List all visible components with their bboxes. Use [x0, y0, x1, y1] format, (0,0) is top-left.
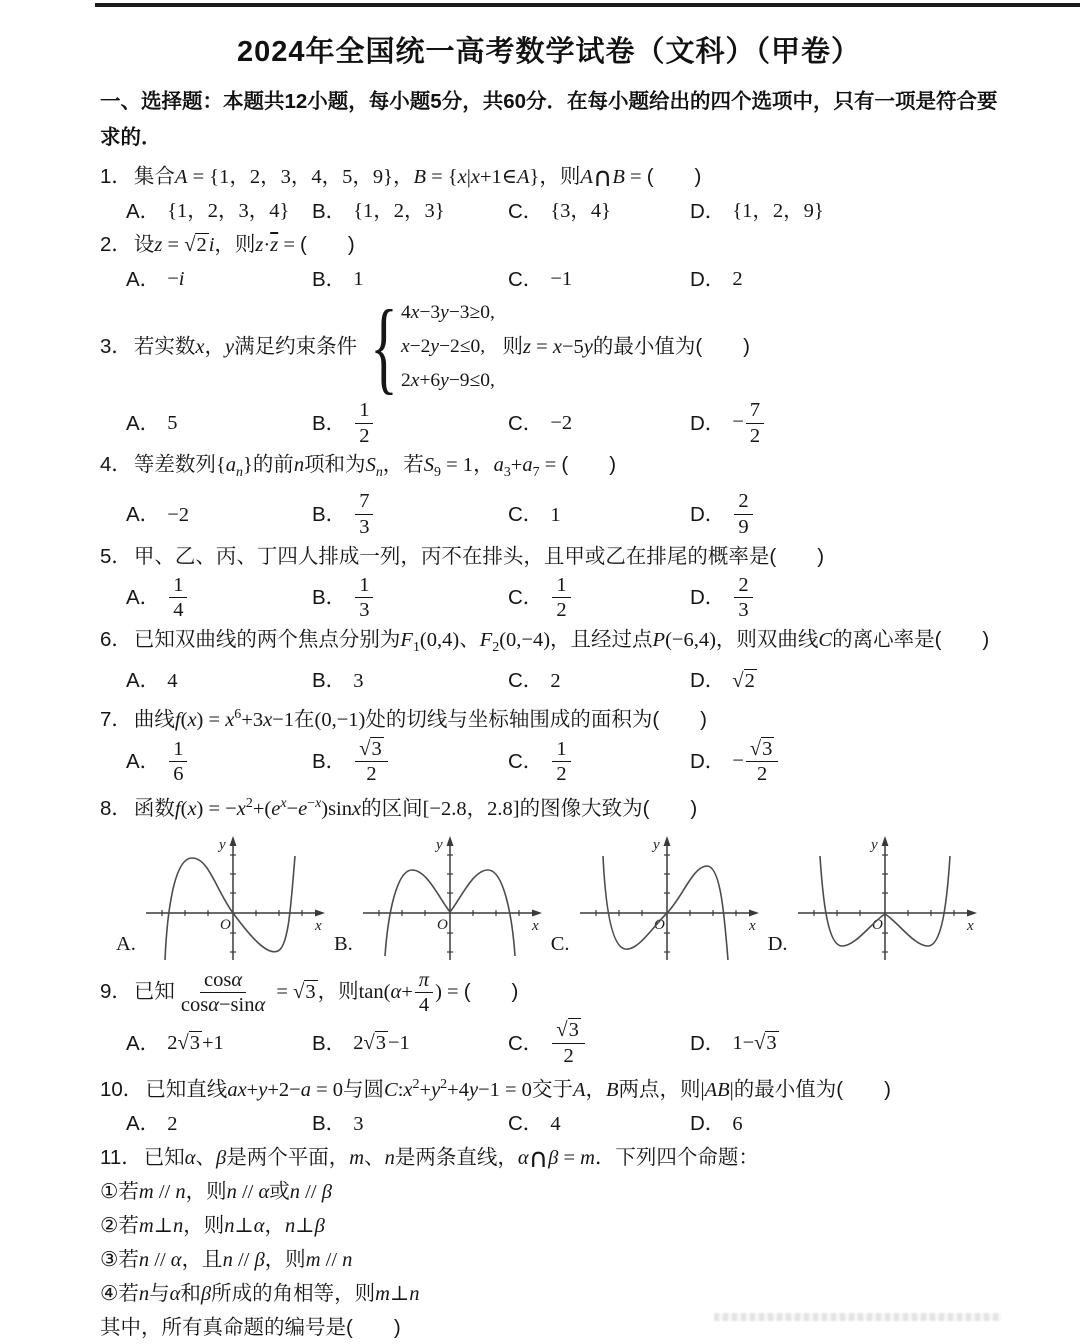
option-d [690, 489, 998, 539]
question-number: 10． [100, 1077, 144, 1101]
option-b [312, 737, 508, 787]
question-5 [100, 540, 998, 623]
option-a [126, 664, 312, 698]
question-stem [100, 623, 998, 664]
option-label: A． [126, 199, 161, 223]
option-label: C． [508, 411, 544, 435]
option-label: C． [508, 267, 544, 291]
question-number: 6． [100, 627, 132, 651]
question-10 [100, 1068, 998, 1141]
question-number: 7． [100, 707, 132, 731]
option-value: 2 [550, 669, 561, 692]
question-number: 11． [100, 1145, 142, 1169]
question-number: 4． [100, 453, 132, 477]
option-value: 2√3+1 [167, 1032, 224, 1055]
question-stem [100, 787, 998, 826]
option-label: B． [312, 503, 347, 527]
question-stem [100, 698, 998, 737]
option-value: 1−√3 [732, 1032, 777, 1055]
option-value: 4 [167, 669, 178, 692]
option-a [126, 573, 312, 623]
option-value: −1 [550, 268, 573, 290]
option-label: A． [126, 1031, 161, 1055]
question-number: 8． [100, 796, 132, 820]
exam-title: 2024年全国统一高考数学试卷（文科）（甲卷） [236, 36, 861, 68]
graph-label: A. [116, 932, 136, 955]
options-row [100, 664, 998, 698]
statement-1: ①若m // n，则n // α或n // β [100, 1179, 332, 1203]
option-value: $\frac{1}{6}$ [167, 737, 189, 787]
option-c [508, 406, 690, 440]
option-label: A． [126, 411, 161, 435]
option-value: 1 [550, 503, 561, 526]
option-c [508, 737, 690, 787]
x-axis-label: x [531, 917, 539, 934]
option-value: $\frac{1}{3}$ [353, 573, 375, 623]
option-c [508, 664, 690, 698]
option-b [312, 262, 508, 296]
option-label: D． [690, 267, 726, 291]
y-axis-label: y [435, 836, 443, 853]
y-axis-arrow [446, 836, 453, 846]
option-c [508, 1107, 690, 1141]
option-value: $\frac{√3}{2}$ [550, 1018, 587, 1068]
option-b [312, 573, 508, 623]
question-closing: 其中，所有真命题的编号是( ) [100, 1315, 401, 1339]
origin-label: O [871, 916, 883, 933]
question-stem [100, 1068, 998, 1107]
question-4 [100, 448, 998, 539]
option-label: A． [126, 267, 161, 291]
question-stem [100, 160, 998, 194]
question-8 [100, 787, 998, 966]
option-label: B． [312, 411, 347, 435]
option-label: C． [508, 750, 544, 774]
question-2 [100, 228, 998, 296]
question-stem [100, 448, 998, 489]
question-stem [100, 540, 998, 573]
question-stem [100, 228, 998, 262]
option-a [126, 406, 312, 440]
option-value: $\frac{7}{3}$ [353, 489, 375, 539]
option-value: √2 [732, 669, 755, 692]
exam-page [0, 3, 1080, 1339]
y-axis-label: y [652, 836, 660, 853]
question-number: 2． [100, 233, 132, 256]
axis-ticks [379, 855, 519, 952]
question-9 [100, 968, 998, 1068]
question-text: 等差数列$\{a_n\}$的前n项和为$S_n$，若$S_9 = 1$，$a_3+a_7$ = ( ) [133, 453, 617, 481]
option-label: C． [508, 586, 544, 610]
option-label: B． [312, 1031, 347, 1055]
option-a [126, 498, 312, 532]
question-number: 3． [100, 334, 132, 358]
option-label: A． [126, 586, 161, 610]
question-stem [100, 1141, 998, 1175]
option-value: 2 [167, 1112, 178, 1135]
option-label: B． [312, 669, 347, 693]
option-value: {1，2，3，4} [167, 200, 290, 222]
option-value: 1 [353, 268, 364, 290]
question-text: 甲、乙、丙、丁四人排成一列，丙不在排头，且甲或乙在排尾的概率是( ) [133, 544, 825, 568]
option-label: D． [690, 586, 726, 610]
graph-plot-c [572, 830, 762, 966]
y-axis-arrow [881, 836, 888, 846]
option-label: A． [126, 750, 161, 774]
question-text: 集合A = {1，2，3，4，5，9}，B = {x|x+1∈A}，则A∩B = ( ) [133, 162, 702, 194]
curve-path [603, 856, 728, 960]
option-a [126, 737, 312, 787]
footer-watermark [714, 1313, 1002, 1321]
y-axis-arrow [663, 836, 670, 846]
option-label: D． [690, 1112, 726, 1136]
option-b [312, 194, 508, 228]
option-c [508, 1018, 690, 1068]
option-d [690, 194, 998, 228]
options-row [100, 737, 998, 787]
option-label: D． [690, 411, 726, 435]
option-a [126, 1026, 312, 1060]
option-label: D． [690, 199, 726, 223]
graph-plot-b [355, 830, 545, 966]
option-b [312, 398, 508, 448]
option-value: 4 [550, 1112, 561, 1135]
option-value: $\frac{1}{2}$ [353, 398, 375, 448]
options-row [100, 1018, 998, 1068]
question-stem [100, 288, 998, 404]
question-text: 函数$f(x) = -x^2+(e^x-e^{-x})\sin x$的区间[−2.8，2.8]的图像大致为( ) [133, 795, 698, 820]
option-label: C． [508, 669, 544, 693]
options-row [100, 398, 998, 448]
options-row [100, 489, 998, 539]
option-label: C． [508, 503, 544, 527]
option-d [690, 573, 998, 623]
option-label: A． [126, 1112, 161, 1136]
x-axis-label: x [966, 917, 974, 934]
axis-ticks [596, 855, 736, 952]
option-value: −2 [550, 412, 573, 435]
x-axis-arrow [967, 909, 977, 916]
graph-option-b [334, 830, 545, 966]
option-b [312, 664, 508, 698]
option-c [508, 262, 690, 296]
question-6 [100, 623, 998, 698]
option-label: B． [312, 586, 347, 610]
option-label: B． [312, 199, 347, 223]
option-label: A． [126, 503, 161, 527]
option-a [126, 262, 312, 296]
question-text: 已知α、β是两个平面，m、n是两条直线，α∩β = m．下列四个命题： [143, 1143, 759, 1175]
graph-label: C. [550, 932, 570, 955]
options-row [100, 194, 998, 228]
option-value: −i [167, 268, 185, 290]
origin-label: O [653, 916, 665, 933]
origin-label: O [436, 916, 448, 933]
question-number: 1． [100, 165, 132, 188]
option-b [312, 489, 508, 539]
option-value: {1，2，3} [353, 200, 445, 222]
x-axis-label: x [314, 917, 322, 934]
origin-label: O [219, 916, 231, 933]
option-value: $\frac{√3}{2}$ [353, 737, 390, 787]
statement-2: ②若m⊥n，则n⊥α，n⊥β [100, 1213, 325, 1237]
option-value: − $\frac{7}{2}$ [732, 398, 766, 448]
option-a [126, 194, 312, 228]
option-value: $\frac{2}{9}$ [732, 489, 754, 539]
statement-4: ④若n与α和β所成的角相等，则m⊥n [100, 1281, 420, 1305]
option-c [508, 498, 690, 532]
graph-option-a [116, 830, 328, 966]
option-value: −2 [167, 503, 189, 526]
y-axis-label: y [870, 836, 878, 853]
question-3 [100, 288, 998, 448]
option-d [690, 1026, 998, 1060]
question-text: 已知 $\frac{\cos\alpha}{\cos\alpha-\sin\alpha}$ = √3，则tan(α+ $\frac{\pi}{4}$ ) = ( ) [133, 968, 519, 1017]
option-value: 3 [353, 669, 364, 692]
option-d [690, 1107, 998, 1141]
graph-plot-a [138, 830, 328, 966]
option-value: $\frac{1}{4}$ [167, 573, 189, 623]
option-value: 2 [732, 268, 743, 290]
option-label: D． [690, 503, 726, 527]
question-text: 曲线$f(x) = x^6+3x-1$在(0,−1)处的切线与坐标轴围成的面积为( ) [133, 706, 707, 731]
axis-ticks [162, 855, 302, 952]
x-axis-arrow [749, 909, 759, 916]
option-label: C． [508, 1112, 544, 1136]
question-text: 设z = √2i，则$z\cdot\overline{z}$ = ( ) [133, 233, 355, 256]
option-value: 3 [353, 1112, 364, 1135]
option-value: {3，4} [550, 200, 611, 222]
option-label: C． [508, 1031, 544, 1055]
statement-3: ③若n // α，且n // β，则m // n [100, 1247, 353, 1271]
x-axis-arrow [532, 909, 542, 916]
option-d [690, 262, 998, 296]
option-d [690, 737, 998, 787]
option-value: 6 [732, 1112, 743, 1135]
graph-option-c [551, 830, 762, 966]
option-label: C． [508, 199, 544, 223]
graph-label: B. [333, 932, 353, 955]
option-value: $\frac{1}{2}$ [550, 573, 572, 623]
option-d [690, 398, 998, 448]
option-b [312, 1107, 508, 1141]
axis-ticks [814, 855, 954, 952]
option-label: B． [312, 267, 347, 291]
section-instructions: 一、选择题：本题共12小题，每小题5分，共60分．在每小题给出的四个选项中，只有一项是符合要求的． [100, 90, 998, 149]
question-text: 若实数x，y满足约束条件 { 4x−3y−3≥0, x−2y−2≤0, 2x+6y−9≤0, 则z = x−5y的最小值为( ) [133, 288, 751, 404]
y-axis-label: y [218, 836, 226, 853]
option-value: {1，2，9} [732, 200, 824, 222]
question-number: 5． [100, 544, 132, 568]
question-stem [100, 968, 998, 1018]
question-1 [100, 160, 998, 228]
option-label: B． [312, 750, 347, 774]
x-axis-arrow [315, 909, 325, 916]
question-text: 已知直线ax+y+2−a = 0与圆$C:x^2+y^2+4y-1 = 0$交于A，B两点，则|AB|的最小值为( ) [145, 1077, 891, 1101]
y-axis-arrow [229, 836, 236, 846]
graph-options [116, 830, 998, 966]
option-label: D． [690, 750, 726, 774]
exam-content [0, 29, 1080, 1344]
option-label: B． [312, 1112, 347, 1136]
curve-path [165, 856, 295, 960]
question-number: 9． [100, 979, 132, 1003]
option-value: 5 [167, 412, 178, 435]
option-b [312, 1026, 508, 1060]
options-row [100, 573, 998, 623]
option-c [508, 194, 690, 228]
top-rule [95, 3, 1080, 7]
options-row [100, 262, 998, 296]
question-7 [100, 698, 998, 787]
option-label: D． [690, 669, 726, 693]
options-row [100, 1107, 998, 1141]
option-c [508, 573, 690, 623]
option-d [690, 664, 998, 698]
x-axis-label: x [748, 917, 756, 934]
question-text: 已知双曲线的两个焦点分别为$F_1(0,4)$、$F_2(0,-4)$，且经过点P(−6,4)，则双曲线C的离心率是( ) [133, 627, 990, 655]
option-a [126, 1107, 312, 1141]
option-value: $\frac{2}{3}$ [732, 573, 754, 623]
option-label: D． [690, 1031, 726, 1055]
graph-plot-d [790, 830, 980, 966]
graph-option-d [768, 830, 980, 966]
option-value: 2√3−1 [353, 1032, 410, 1055]
graph-label: D. [767, 932, 788, 955]
option-value: − $\frac{√3}{2}$ [732, 737, 780, 787]
option-value: $\frac{1}{2}$ [550, 737, 572, 787]
option-label: A． [126, 669, 161, 693]
